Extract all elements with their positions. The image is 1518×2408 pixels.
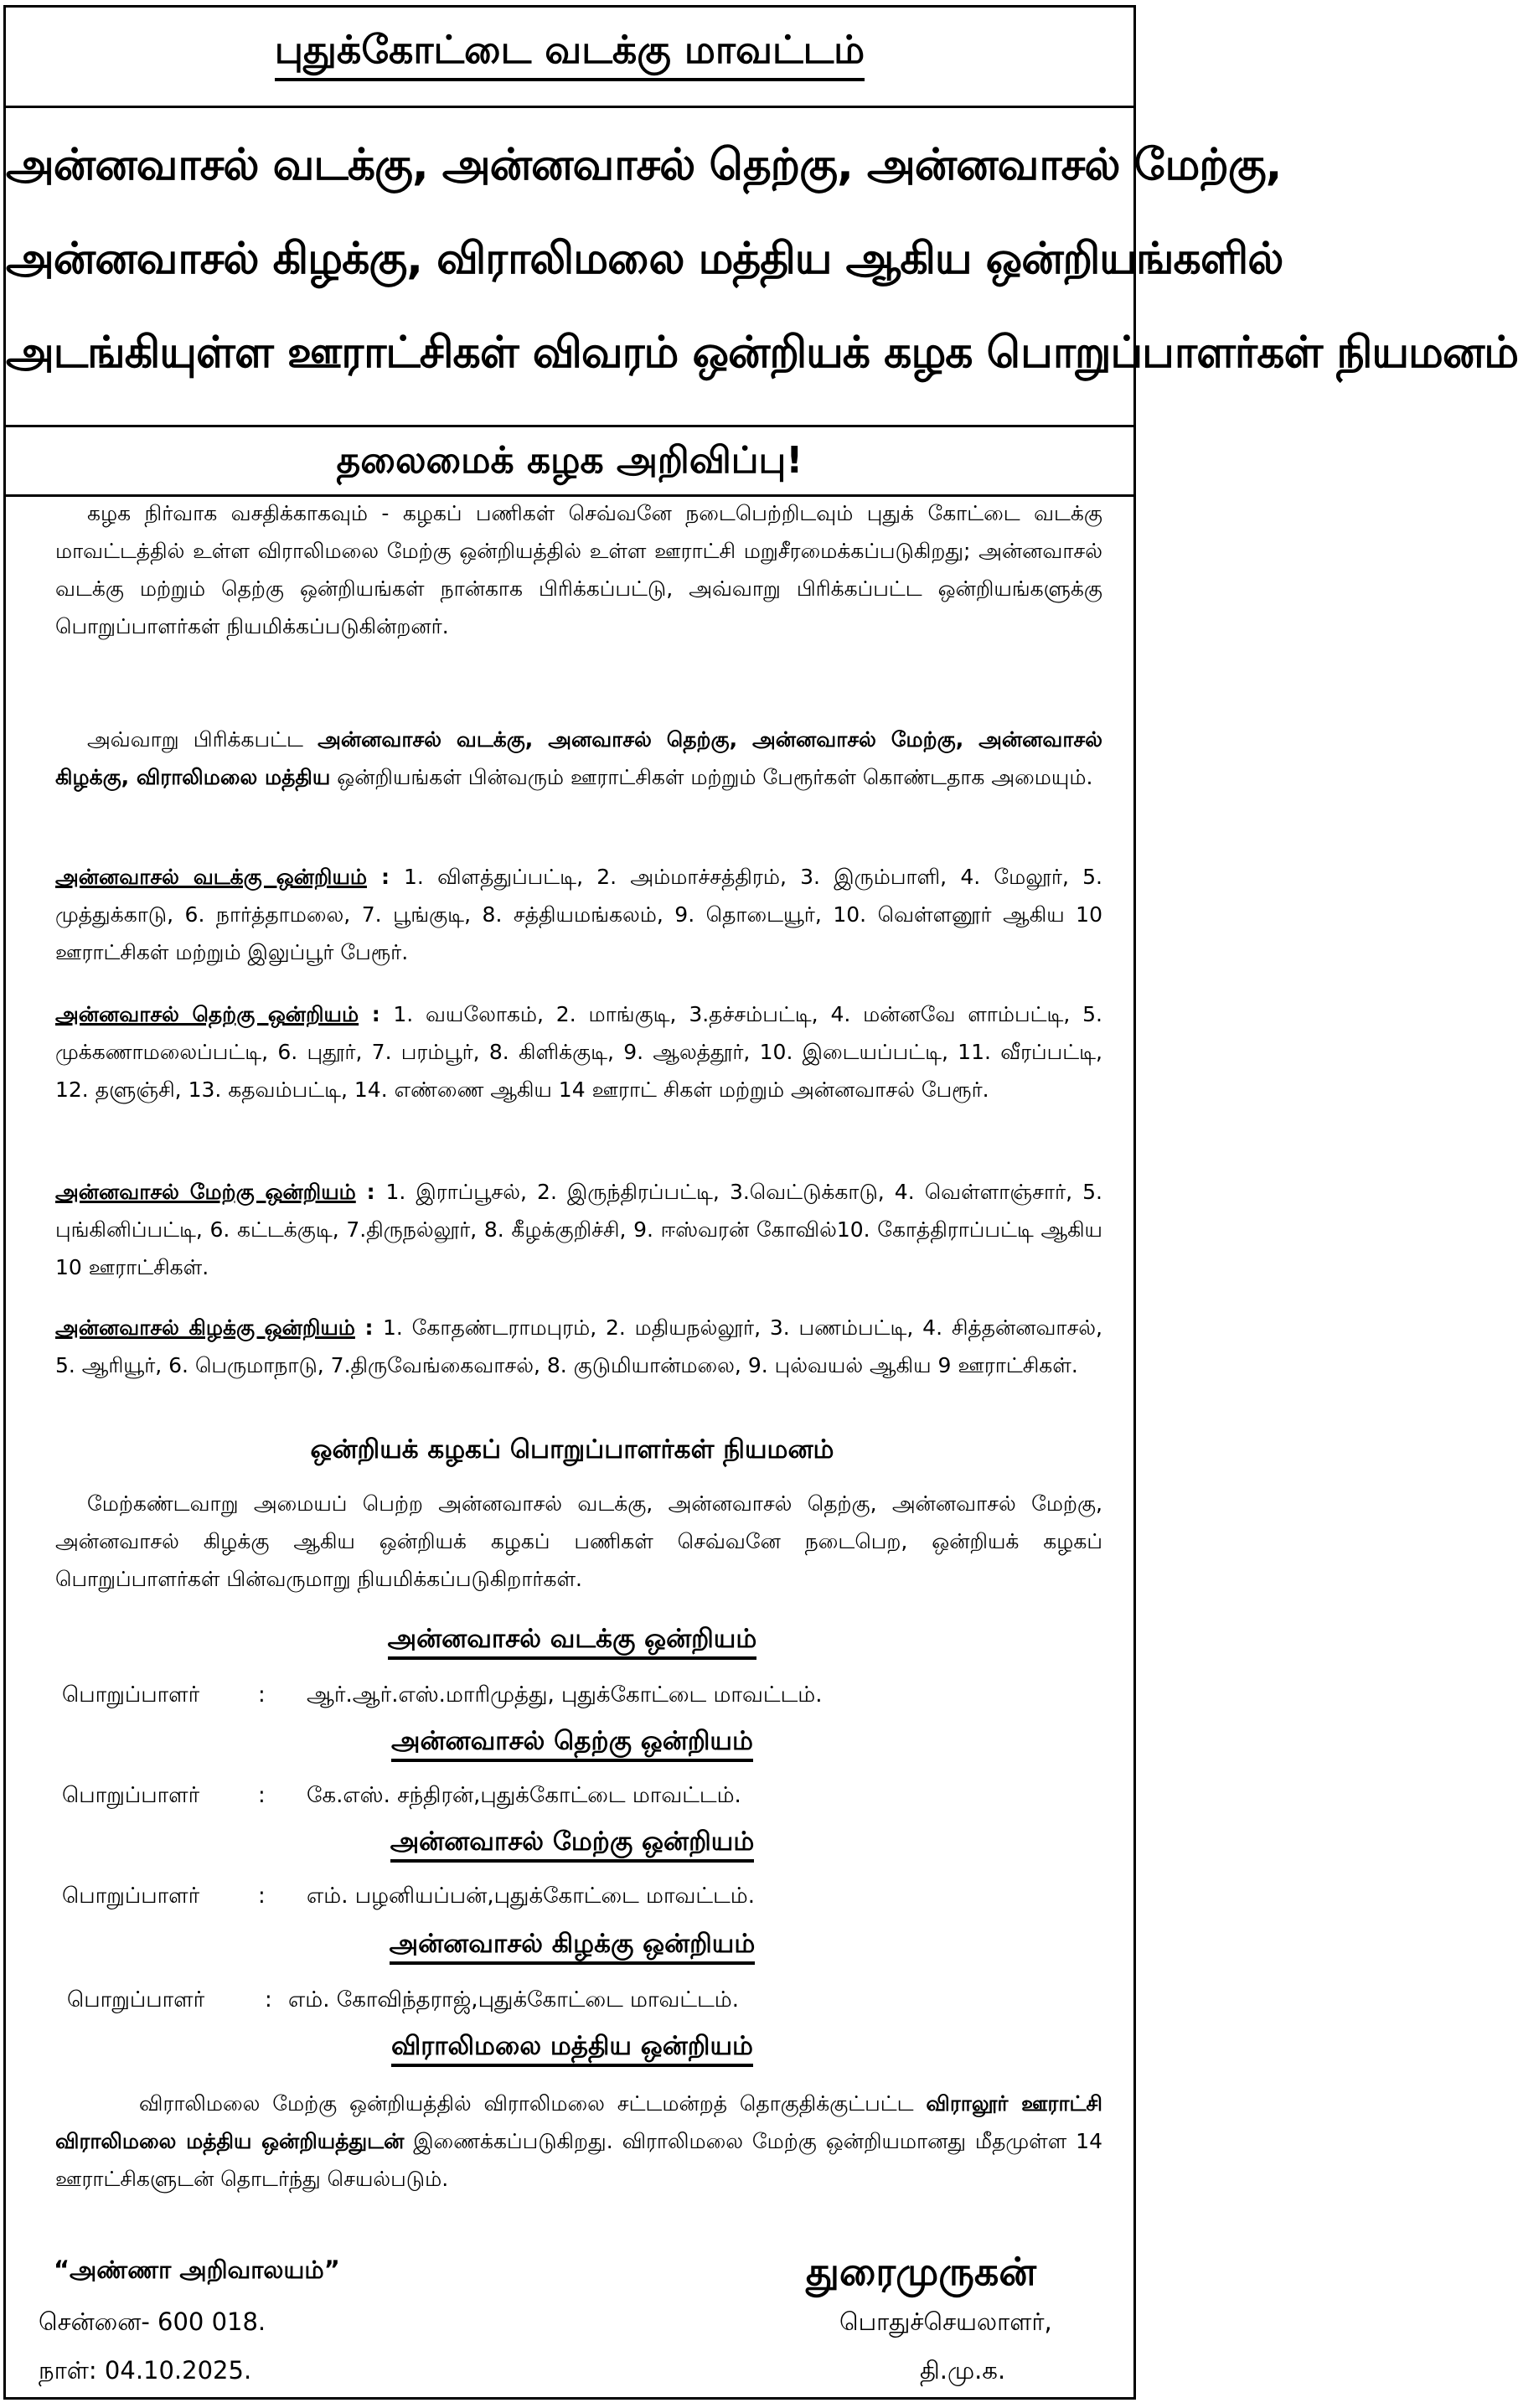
west-person: எம். பழனியப்பன்,புதுக்கோட்டை மாவட்டம். — [307, 1884, 755, 1909]
union-west-list: 1. இராப்பூசல், 2. இருந்திரப்பட்டி, 3.வெட்டுக்காடு, 4. வெள்ளாஞ்சார், 5. புங்கினிப்பட்டி, 6. கட்டக்குடி, 7.திருநல்லூர், 8. கீழக்குறிச்சி, 9. ஈஸ்வரன் கோவில்10. கோத்திராப்பட்டி ஆகிய 10 ஊராட்சிகள். — [55, 1180, 1102, 1279]
section-west-title: அன்னவாசல் மேற்கு ஒன்றியம் — [0, 1827, 1144, 1860]
central-paragraph — [55, 2085, 1102, 2198]
intro-p2-bold: அன்னவாசல் வடக்கு, அனவாசல் தெற்கு, அன்னவாசல் மேற்கு, அன்னவாசல் கிழக்கு, விராலிமலை மத்திய — [55, 727, 1103, 789]
section-south-title: அன்னவாசல் தெற்கு ஒன்றியம் — [0, 1726, 1144, 1759]
union-west-sep: : — [355, 1180, 386, 1204]
title-line-3: அடங்கியுள்ள ஊராட்சிகள் விவரம் ஒன்றியக் கழக பொறுப்பாளர்கள் நியமனம் — [6, 328, 1518, 378]
union-east-paragraph — [55, 1309, 1102, 1384]
union-north-list: 1. விளத்துப்பட்டி, 2. அம்மாச்சத்திரம், 3. இரும்பாளி, 4. மேலூர், 5. முத்துக்காடு, 6. நார்த்தாமலை, 7. பூங்குடி, 8. சத்தியமங்கலம், 9. தொடையூர், 10. வெள்ளனூர் ஆகிய 10 ஊராட்சிகள் மற்றும் இலுப்பூர் பேரூர். — [55, 865, 1102, 964]
union-west-paragraph — [55, 1173, 1102, 1286]
central-tail: இணைக்கப்படுகிறது. விராலிமலை மேற்கு ஒன்றியமானது மீதமுள்ள 14 ஊராட்சிகளுடன் தொடர்ந்து செயல்படும். — [55, 2129, 1102, 2191]
union-east-name: அன்னவாசல் கிழக்கு ஒன்றியம் — [55, 1315, 355, 1340]
union-south-sep: : — [359, 1002, 394, 1026]
title-line-2: அன்னவாசல் கிழக்கு, விராலிமலை மத்திய ஆகிய ஒன்றியங்களில் — [6, 234, 1283, 284]
union-north-sep: : — [367, 865, 405, 889]
union-south-paragraph — [55, 995, 1102, 1108]
union-north-paragraph — [55, 858, 1102, 971]
east-role: பொறுப்பாளர் — [67, 1987, 205, 2013]
east-colon: : — [265, 1987, 272, 2013]
signatory-party: தி.மு.க. — [920, 2356, 1006, 2385]
district-title: புதுக்கோட்டை வடக்கு மாவட்டம் — [275, 26, 865, 81]
north-role: பொறுப்பாளர் — [62, 1682, 200, 1708]
union-south-name: அன்னவாசல் தெற்கு ஒன்றியம் — [55, 1002, 359, 1026]
footer-place: “அண்ணா அறிவாலயம்” — [54, 2256, 340, 2284]
district-header — [6, 8, 1133, 106]
north-person: ஆர்.ஆர்.எஸ்.மாரிமுத்து, புதுக்கோட்டை மாவட்டம். — [307, 1682, 823, 1708]
union-east-list: 1. கோதண்டராமபுரம், 2. மதியநல்லூர், 3. பணம்பட்டி, 4. சித்தன்னவாசல், 5. ஆரியூர், 6. பெருமாநாடு, 7.திருவேங்கைவாசல், 8. குடுமியான்மலை, 9. புல்வயல் ஆகிய 9 ஊராட்சிகள். — [55, 1315, 1102, 1377]
union-east-sep: : — [354, 1315, 384, 1340]
footer-city: சென்னை- 600 018. — [39, 2307, 266, 2336]
appointment-paragraph: மேற்கண்டவாறு அமையப் பெற்ற அன்னவாசல் வடக்கு, அன்னவாசல் தெற்கு, அன்னவாசல் மேற்கு, அன்னவாசல் கிழக்கு ஆகிய ஒன்றியக் கழகப் பணிகள் செவ்வனே நடைபெற, ஒன்றியக் கழகப் பொறுப்பாளர்கள் பின்வருமாறு நியமிக்கப்படுகிறார்கள். — [55, 1491, 1102, 1591]
section-north-title: அன்னவாசல் வடக்கு ஒன்றியம் — [0, 1624, 1144, 1657]
east-person: எம். கோவிந்தராஜ்,புதுக்கோட்டை மாவட்டம். — [288, 1987, 739, 2013]
union-south-list: 1. வயலோகம், 2. மாங்குடி, 3.தச்சம்பட்டி, 4. மன்னவே ளாம்பட்டி, 5. முக்கணாமலைப்பட்டி, 6. புதூர், 7. பரம்பூர், 8. கிளிக்குடி, 9. ஆலத்தூர், 10. இடையப்பட்டி, 11. வீரப்பட்டி, 12. தளுஞ்சி, 13. கதவம்பட்டி, 14. எண்ணை ஆகிய 14 ஊராட் சிகள் மற்றும் அன்னவாசல் பேரூர். — [55, 1002, 1103, 1102]
south-person: கே.எஸ். சந்திரன்,புதுக்கோட்டை மாவட்டம். — [307, 1783, 741, 1808]
title-line-1: அன்னவாசல் வடக்கு, அன்னவாசல் தெற்கு, அன்னவாசல் மேற்கு, — [6, 140, 1282, 190]
title-block — [6, 106, 1518, 427]
footer-date: நாள்: 04.10.2025. — [39, 2356, 252, 2385]
north-colon: : — [258, 1682, 266, 1708]
south-role: பொறுப்பாளர் — [62, 1783, 200, 1808]
west-role: பொறுப்பாளர் — [62, 1884, 200, 1909]
intro-paragraph-1: கழக நிர்வாக வசதிக்காகவும் - கழகப் பணிகள் செவ்வனே நடைபெற்றிடவும் புதுக் கோட்டை வடக்கு மாவட்டத்தில் உள்ள விராலிமலை மேற்கு ஒன்றியத்தில் உள்ள ஊராட்சி மறுசீரமைக்கப்படுகிறது; அன்னவாசல் வடக்கு மற்றும் தெற்கு ஒன்றியங்கள் நான்காக பிரிக்கப்பட்டு, அவ்வாறு பிரிக்கப்பட்ட ஒன்றியங்களுக்கு பொறுப்பாளர்கள் நியமிக்கப்படுகின்றனர். — [55, 501, 1102, 638]
announcement-bar — [6, 427, 1133, 497]
central-lead: விராலிமலை மேற்கு ஒன்றியத்தில் விராலிமலை சட்டமன்றத் தொகுதிக்குட்பட்ட — [139, 2091, 927, 2116]
south-colon: : — [258, 1783, 266, 1808]
signatory-name: துரைமுருகன் — [806, 2249, 1036, 2294]
signatory-designation: பொதுச்செயலாளர், — [839, 2307, 1052, 2336]
section-east-title: அன்னவாசல் கிழக்கு ஒன்றியம் — [0, 1929, 1144, 1962]
appointment-heading: ஒன்றியக் கழகப் பொறுப்பாளர்கள் நியமனம் — [310, 1434, 834, 1465]
union-north-name: அன்னவாசல் வடக்கு ஒன்றியம் — [55, 865, 367, 889]
central-bold: விராலூர் ஊராட்சி விராலிமலை மத்திய ஒன்றியத்துடன் — [55, 2091, 1103, 2153]
union-west-name: அன்னவாசல் மேற்கு ஒன்றியம் — [55, 1180, 356, 1204]
intro-p2-lead: அவ்வாறு பிரிக்கபட்ட — [87, 727, 318, 752]
intro-paragraph-2 — [55, 721, 1102, 796]
section-central-title: விராலிமலை மத்திய ஒன்றியம் — [0, 2031, 1144, 2064]
west-colon: : — [258, 1884, 266, 1909]
intro-p2-tail: ஒன்றியங்கள் பின்வரும் ஊராட்சிகள் மற்றும் பேரூர்கள் கொண்டதாக அமையும். — [330, 765, 1093, 789]
announcement-title: தலைமைக் கழக அறிவிப்பு! — [336, 439, 803, 482]
